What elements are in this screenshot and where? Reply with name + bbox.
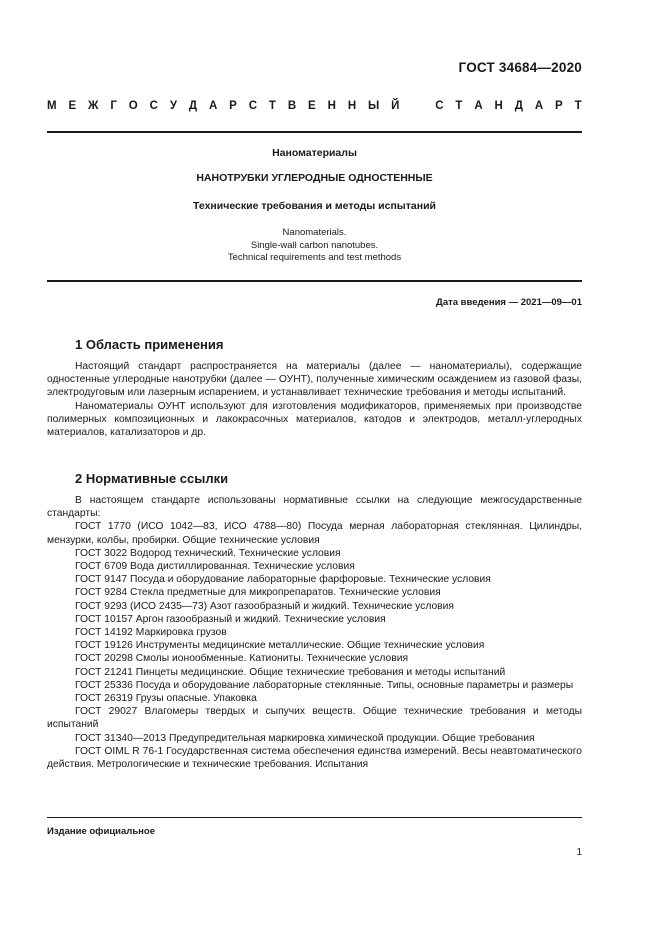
- reference-item: ГОСТ 1770 (ИСО 1042—83, ИСО 4788—80) Посуда мерная лабораторная стеклянная. Цилиндры, мензурки, колбы, пробирки. Общие технические условия: [47, 521, 582, 546]
- reference-item: ГОСТ 26319 Грузы опасные. Упаковка: [75, 693, 257, 705]
- standard-type-heading: [47, 100, 582, 112]
- footer-divider: [47, 817, 582, 818]
- heading-letter: Д: [188, 100, 198, 112]
- reference-item: ГОСТ 14192 Маркировка грузов: [75, 627, 227, 639]
- reference-item: ГОСТ 9293 (ИСО 2435—73) Азот газообразный и жидкий. Технические условия: [75, 600, 454, 612]
- section-heading: 2 Нормативные ссылки: [75, 471, 229, 486]
- heading-letter: Т: [268, 100, 276, 112]
- reference-item: ГОСТ 21241 Пинцеты медицинские. Общие технические требования и методы испытаний: [75, 666, 506, 678]
- references-list: [47, 494, 582, 771]
- heading-letter: А: [534, 100, 544, 112]
- heading-letter: Е: [308, 100, 316, 112]
- heading-letter: Н: [327, 100, 336, 112]
- reference-item: ГОСТ 19126 Инструменты медицинские металлические. Общие технические условия: [75, 640, 485, 652]
- title-english-line: Technical requirements and test methods: [227, 252, 402, 263]
- document-number: ГОСТ 34684—2020: [458, 60, 582, 75]
- heading-letter: Ы: [368, 100, 380, 112]
- paragraph: Настоящий стандарт распространяется на материалы (далее — наноматериалы), содержащие одностенные углеродные нанотрубки (далее — ОУНТ), полученные химическим осаждением из газовой фазы, электродуговым или лазерным испарением, и устанавливает технические требования и методы испытаний.: [47, 361, 582, 399]
- heading-letter: Г: [110, 100, 117, 112]
- page-number: 1: [576, 847, 582, 858]
- heading-letter: С: [149, 100, 158, 112]
- reference-item: ГОСТ OIML R 76-1 Государственная система обеспечения единства измерений. Весы неавтоматического действия. Метрологические и технические требования. Испытания: [47, 745, 582, 771]
- reference-item: ГОСТ 9284 Стекла предметные для микропрепаратов. Технические условия: [75, 587, 441, 599]
- section-scope: [47, 337, 582, 439]
- reference-item: ГОСТ 6709 Вода дистиллированная. Технические условия: [75, 561, 355, 573]
- heading-letter: Р: [229, 100, 237, 112]
- heading-letter: А: [208, 100, 218, 112]
- heading-letter: А: [474, 100, 483, 112]
- heading-letter: С: [248, 100, 258, 112]
- heading-letter: Н: [347, 100, 357, 112]
- section-heading: 1 Область применения: [75, 337, 224, 352]
- title-subtitle: Технические требования и методы испытаний: [193, 200, 436, 212]
- reference-item: ГОСТ 29027 Влагомеры твердых и сыпучих веществ. Общие технические требования и методы испытаний: [47, 706, 582, 731]
- title-category: Наноматериалы: [272, 147, 357, 159]
- title-english-line: Nanomaterials.: [282, 227, 347, 238]
- section-normative-references: [47, 471, 582, 771]
- heading-letter: О: [128, 100, 138, 112]
- heading-letter: С: [435, 100, 444, 112]
- paragraph: Наноматериалы ОУНТ используют для изготовления модификаторов, применяемых при производстве полимерных композиционных и лакокрасочных материалов, катодов и электродов, металл-углеродных материалов, катализаторов и др.: [47, 400, 582, 439]
- heading-letter: Н: [494, 100, 503, 112]
- reference-item: ГОСТ 31340—2013 Предупредительная маркировка химической продукции. Общие требования: [75, 732, 535, 744]
- title-english: [47, 227, 582, 265]
- reference-item: ГОСТ 20298 Смолы ионообменные. Катиониты. Технические условия: [75, 653, 409, 665]
- reference-item: ГОСТ 9147 Посуда и оборудование лабораторные фарфоровые. Технические условия: [75, 574, 491, 586]
- heading-letter: Д: [514, 100, 523, 112]
- title-english-line: Single-wall carbon nanotubes.: [250, 239, 379, 251]
- reference-item: ГОСТ 25336 Посуда и оборудование лабораторные стеклянные. Типы, основные параметры и размеры: [75, 679, 574, 691]
- heading-letter: В: [287, 100, 297, 112]
- heading-letter: Р: [555, 100, 563, 112]
- title-divider: [47, 280, 582, 282]
- word-gap: [411, 100, 423, 112]
- paragraph: В настоящем стандарте использованы нормативные ссылки на следующие межгосударственные стандарты:: [47, 495, 582, 520]
- official-edition-label: Издание официальное: [47, 826, 155, 837]
- heading-letter: М: [47, 100, 57, 112]
- reference-item: ГОСТ 3022 Водород технический. Технические условия: [75, 547, 341, 559]
- heading-letter: Е: [68, 100, 77, 112]
- top-divider: [47, 131, 582, 133]
- heading-letter: Й: [391, 100, 400, 112]
- heading-letter: Т: [574, 100, 582, 112]
- heading-letter: У: [169, 100, 177, 112]
- heading-letter: Ж: [88, 100, 99, 112]
- reference-item: ГОСТ 10157 Аргон газообразный и жидкий. Технические условия: [75, 613, 386, 625]
- title-main: НАНОТРУБКИ УГЛЕРОДНЫЕ ОДНОСТЕННЫЕ: [196, 172, 433, 184]
- introduction-date: Дата введения — 2021—09—01: [436, 297, 582, 308]
- heading-letter: Т: [455, 100, 463, 112]
